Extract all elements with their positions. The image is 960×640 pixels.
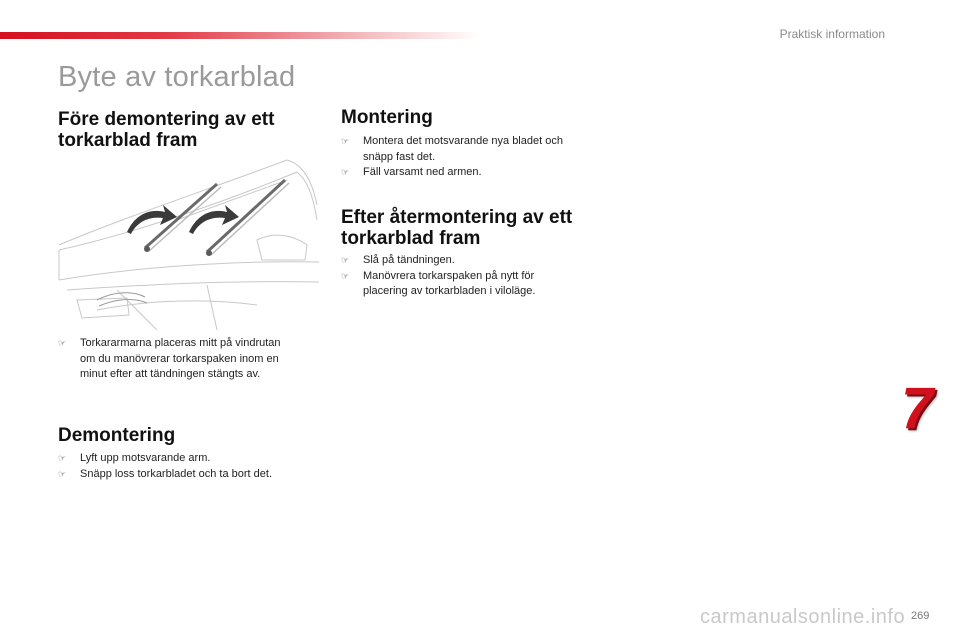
list-item-text-line1: Fäll varsamt ned armen. (363, 166, 482, 178)
page-title: Byte av torkarblad (58, 61, 296, 93)
watermark: carmanualsonline.info (700, 606, 906, 628)
removal-list (58, 451, 323, 482)
windscreen-wiper-illustration (57, 150, 319, 330)
list-item-text-line2: snäpp fast det. (363, 150, 436, 163)
list-item (341, 253, 611, 269)
before-removal-heading-line2: torkarblad fram (58, 130, 198, 151)
list-item (58, 451, 323, 467)
arrow-bullet-icon: ☞ (58, 338, 67, 348)
list-item-text-line2: placering av torkarbladen i viloläge. (363, 285, 536, 297)
arrow-bullet-icon: ☞ (341, 136, 350, 146)
fitting-list (341, 134, 611, 181)
after-refitting-heading (341, 207, 572, 249)
list-item-text-line1: Manövrera torkarspaken på nytt för (363, 269, 535, 282)
arrow-bullet-icon: ☞ (58, 468, 67, 479)
before-removal-heading (58, 109, 274, 151)
before-removal-heading-line1: Före demontering av ett (58, 109, 275, 130)
header-accent-bar (0, 32, 480, 39)
chapter-number: 7 (901, 376, 934, 441)
list-item-text-line3: minut efter att tändningen stängts av. (80, 368, 261, 380)
arrow-bullet-icon: ☞ (341, 270, 350, 281)
list-item-text-line2: om du manövrerar torkarspaken inom en (80, 352, 279, 365)
list-item (341, 134, 611, 165)
fitting-heading: Montering (341, 107, 433, 128)
after-refitting-heading-line2: torkarblad fram (341, 228, 481, 249)
list-item (341, 269, 611, 300)
after-refitting-list (341, 253, 611, 300)
arrow-bullet-icon: ☞ (58, 453, 67, 463)
section-header: Praktisk information (779, 27, 885, 41)
list-item-text: Lyft upp motsvarande arm. (80, 452, 211, 464)
removal-heading: Demontering (58, 425, 176, 446)
list-item (58, 467, 323, 483)
arrow-bullet-icon: ☞ (341, 167, 350, 177)
list-item-text-line1: Montera det motsvarande nya bladet och (363, 135, 563, 147)
list-item-text: Snäpp loss torkarbladet och ta bort det. (80, 467, 273, 480)
before-removal-list (58, 336, 323, 383)
arrow-bullet-icon: ☞ (341, 255, 350, 265)
list-item (58, 336, 323, 383)
list-item-text-line1: Slå på tändningen. (363, 254, 455, 266)
after-refitting-heading-line1: Efter återmontering av ett (341, 207, 573, 228)
page-number: 269 (911, 610, 930, 622)
list-item (341, 165, 611, 181)
list-item-text-line1: Torkararmarna placeras mitt på vindrutan (80, 337, 281, 349)
